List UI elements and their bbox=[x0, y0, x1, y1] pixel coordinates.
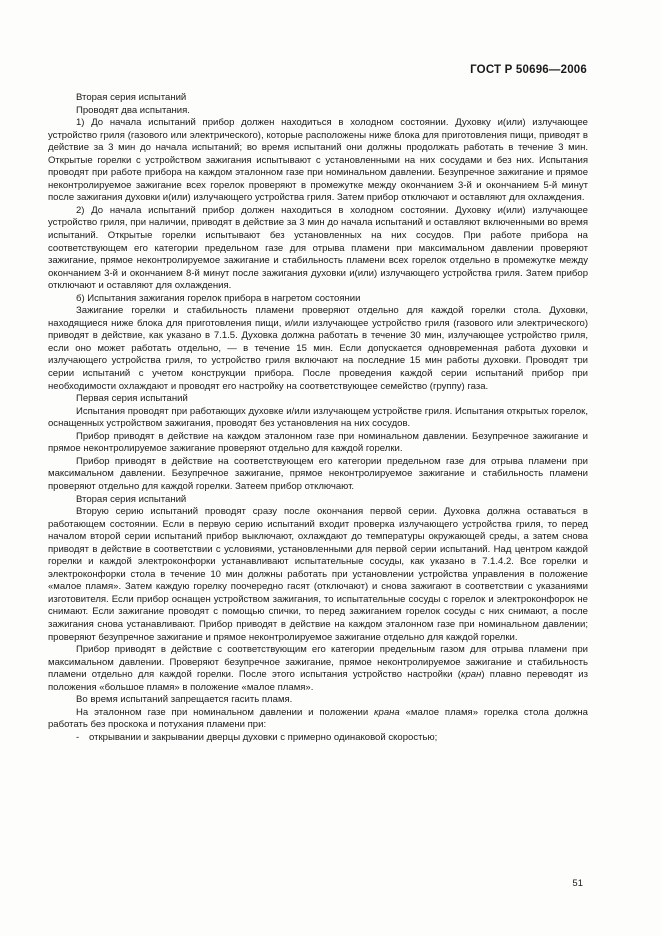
paragraph-test-2: 2) До начала испытаний прибор должен находиться в холодном состоянии. Духовку и(или) излучающее устройство гриля, при наличии, приводят в действие за 3 мин до начала испытаний и оставляют включенными во время испытаний. Открытые горелки испытывают без установленных на них сосудов. При работе прибора на соответствующем его категории предельном газе для отрыва пламени при максимальном давлении проверяют зажигание, прямое неконтролируемое зажигание и стабильность пламени всех горелок отдельно в промежутке между окончанием 3-й и окончанием 8-й минут после зажигания духовки и(или) излучающего устройства гриля. Затем прибор отключают и оставляют для охлаждения. bbox=[48, 204, 588, 292]
paragraph-first-series-conditions: Испытания проводят при работающих духовке и/или излучающем устройстве гриля. Испытания открытых горелок, оснащенных устройством зажигания, проводят без установления на них сосудов. bbox=[48, 405, 588, 430]
page-number: 51 bbox=[572, 878, 583, 889]
document-body bbox=[48, 92, 588, 744]
paragraph-first-series-nominal: Прибор приводят в действие на каждом эталонном газе при номинальном давлении. Безупречное зажигание и прямое неконтролируемое зажигание проверяют отдельно для каждой горелки. bbox=[48, 430, 588, 455]
paragraph-text-part: На эталонном газе при номинальном давлении и положении bbox=[76, 706, 375, 718]
emphasis-word: кран bbox=[460, 669, 482, 681]
paragraph-second-series-procedure: Вторую серию испытаний проводят сразу после окончания первой серии. Духовка должна оставаться в работающем состоянии. Если в первую серию испытаний входит проверка излучающего устройства гриля, то перед началом второй серии испытаний прибор выключают, охлаждают до температуры окружающей среды, а затем снова приводят в действие в соответствии с условиями, установленными для первой серии испытаний. Над центром каждой горелки и каждой электроконфорки устанавливают испытательные сосуды, как указано в 7.1.4.2. Все горелки и электроконфорки стола в течение 10 мин должны работать при установлении устройства управления в положение «малое пламя». Затем каждую горелку поочередно гасят (отключают) и снова зажигают в соответствии с указаниями изготовителя. Если прибор оснащен устройством зажигания, то испытательные сосуды с горелок и электроконфорок не снимают. Если зажигание проводят с помощью спички, то перед зажиганием горелок сосуды с них снимают, а после зажигания снова устанавливают. Прибор приводят в действие на каждом эталонном газе при номинальном давлении; проверяют безупречное зажигание и прямое неконтролируемое зажигание отдельно для каждой горелки. bbox=[48, 506, 588, 643]
paragraph-heading-first-series: Первая серия испытаний bbox=[76, 393, 188, 405]
paragraph-text-part: «малое пламя» горелка стола должна работать без проскока и потухания пламени при: bbox=[48, 706, 588, 731]
document-id-header: ГОСТ Р 50696—2006 bbox=[470, 64, 587, 76]
bullet-dash: - bbox=[76, 731, 80, 743]
paragraph-reference-gas-conditions bbox=[48, 707, 588, 732]
paragraph-test-1: 1) До начала испытаний прибор должен находиться в холодном состоянии. Духовку и(или) излучающее устройство гриля (газового или электрического), которые расположены ниже блока для приготовления пищи, приводят в действие за 3 мин до начала испытаний; во время испытаний они должны продолжать работать в течение 3 мин. Открытые горелки с устройством зажигания испытывают с установленными на них сосудами и без них. Испытания проводят при работе прибора на каждом эталонном газе при номинальном давлении. Безупречное зажигание и прямое неконтролируемое зажигание всех горелок проверяют в промежутке между окончанием 3-й и окончанием 5-й минут после зажигания духовки и(или) излучающего устройства гриля. Затем прибор отключают и оставляют для охлаждения. bbox=[48, 117, 588, 204]
paragraph-hot-ignition-description: Зажигание горелки и стабильность пламени проверяют отдельно для каждой горелки стола. Духовки, находящиеся ниже блока для приготовления пищи, и/или излучающее устройство гриля (газового или электрического) приводят в действие, как указано в 7.1.5. Духовка должна работать в течение 30 мин, излучающее устройство гриля, если оно может работать отдельно, — в течение 15 мин. Если допускается одновременная работа духовки и излучающего устройства гриля, то устройство гриля включают на последние 15 мин работы духовки. Проводят три серии испытаний с учетом конструкции прибора. После проведения каждой серии испытаний прибор при необходимости охлаждают и проводят его настройку на соответствующее семейство (группу) газа. bbox=[48, 305, 588, 392]
paragraph-two-tests: Проводят два испытания. bbox=[76, 104, 190, 116]
paragraph-heading-second-series: Вторая серия испытаний bbox=[76, 92, 187, 103]
paragraph-heading-hot-ignition: б) Испытания зажигания горелок прибора в нагретом состоянии bbox=[76, 292, 361, 304]
paragraph-heading-second-series-2: Вторая серия испытаний bbox=[76, 493, 187, 505]
list-item-text: открывании и закрывании дверцы духовки с примерно одинаковой скоростью; bbox=[89, 731, 438, 743]
paragraph-no-extinguish: Во время испытаний запрещается гасить пламя. bbox=[76, 694, 293, 706]
paragraph-second-series-limit-gas bbox=[48, 644, 588, 694]
list-item bbox=[48, 732, 588, 745]
paragraph-text-part: Прибор приводят в действие с соответствующим его категории предельным газом для отрыва пламени при максимальном давлении. Проверяют безупречное зажигание, прямое неконтролируемое зажигание и стабильность пламени отдельно для каждой горелки. После этого испытания устройство настройки ( bbox=[48, 644, 588, 681]
paragraph-first-series-limit-gas: Прибор приводят в действие на соответствующем его категории предельном газе для отрыва пламени при максимальном давлении. Безупречное зажигание, прямое неконтролируемое зажигание и стабильность пламени проверяют отдельно для каждой горелки. Затеем прибор отключают. bbox=[48, 455, 588, 492]
paragraph-text-part: ) плавно переводят из положения «большое пламя» в положение «малое пламя». bbox=[48, 669, 588, 693]
emphasis-word: крана bbox=[374, 706, 400, 718]
